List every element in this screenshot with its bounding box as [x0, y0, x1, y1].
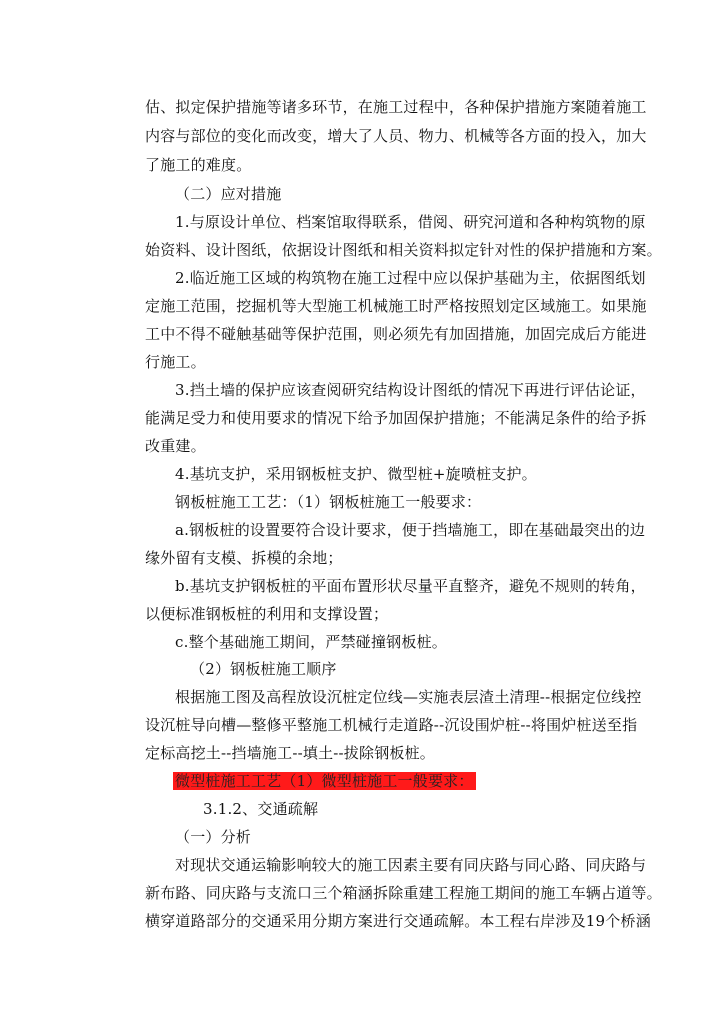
- text-line: 工中不得不碰触基础等保护范围，则必须先有加固措施，加固完成后方能进: [145, 325, 647, 343]
- text-line: 对现状交通运输影响较大的施工因素主要有同庆路与同心路、同庆路与: [175, 856, 647, 874]
- text-line: 4.基坑支护，采用钢板桩支护、微型桩+旋喷桩支护。: [175, 465, 537, 483]
- text-line: c.整个基础施工期间，严禁碰撞钢板桩。: [175, 633, 447, 651]
- text-line: 内容与部位的变化而改变，增大了人员、物力、机械等各方面的投入，加大: [145, 127, 647, 145]
- section-heading: （2）钢板桩施工顺序: [190, 660, 337, 678]
- text-line: 横穿道路部分的交通采用分期方案进行交通疏解。本工程右岸涉及19个桥涵: [145, 912, 651, 930]
- text-line: 2.临近施工区域的构筑物在施工过程中应以保护基础为主，依据图纸划: [175, 269, 646, 287]
- text-line: 能满足受力和使用要求的情况下给予加固保护措施；不能满足条件的给予拆: [145, 409, 647, 427]
- text-line: 行施工。: [145, 353, 206, 371]
- text-line: 以便标准钢板桩的利用和支撑设置；: [145, 605, 389, 623]
- text-line: 根据施工图及高程放设沉桩定位线—实施表层渣土清理--根据定位线控: [175, 688, 642, 706]
- section-heading: （一）分析: [175, 828, 252, 846]
- text-line: 1.与原设计单位、档案馆取得联系，借阅、研究河道和各种构筑物的原: [175, 213, 646, 231]
- text-line: 钢板桩施工工艺：（1）钢板桩施工一般要求：: [175, 493, 482, 511]
- text-line: 始资料、设计图纸，依据设计图纸和相关资料拟定针对性的保护措施和方案。: [145, 241, 662, 259]
- text-line: 估、拟定保护措施等诸多环节，在施工过程中，各种保护措施方案随着施工: [145, 98, 647, 116]
- section-heading: 3.1.2、交通疏解: [203, 800, 319, 818]
- highlighted-text-line: [173, 771, 476, 791]
- text-line: 设沉桩导向槽—整修平整施工机械行走道路--沉设围炉桩--将围炉桩送至指: [145, 716, 638, 734]
- text-line: b.基坑支护钢板桩的平面布置形状尽量平直整齐，避免不规则的转角，: [175, 577, 646, 595]
- text-line: 3.挡土墙的保护应该查阅研究结构设计图纸的情况下再进行评估论证，: [175, 381, 646, 399]
- highlight-mark: 微型桩施工工艺（1）微型桩施工一般要求：: [175, 772, 474, 790]
- section-heading: （二）应对措施: [175, 185, 282, 203]
- text-line: 缘外留有支模、拆模的余地；: [145, 549, 343, 567]
- text-line: 新布路、同庆路与支流口三个箱涵拆除重建工程施工期间的施工车辆占道等。: [145, 884, 662, 902]
- text-line: 定标高挖土--挡墙施工--填土--拔除钢板桩。: [145, 744, 436, 762]
- text-line: 改重建。: [145, 437, 206, 455]
- text-line: 了施工的难度。: [145, 156, 252, 174]
- text-line: a.钢板桩的设置要符合设计要求，便于挡墙施工，即在基础最突出的边: [175, 521, 646, 539]
- text-line: 定施工范围，挖掘机等大型施工机械施工时严格按照划定区域施工。如果施: [145, 297, 647, 315]
